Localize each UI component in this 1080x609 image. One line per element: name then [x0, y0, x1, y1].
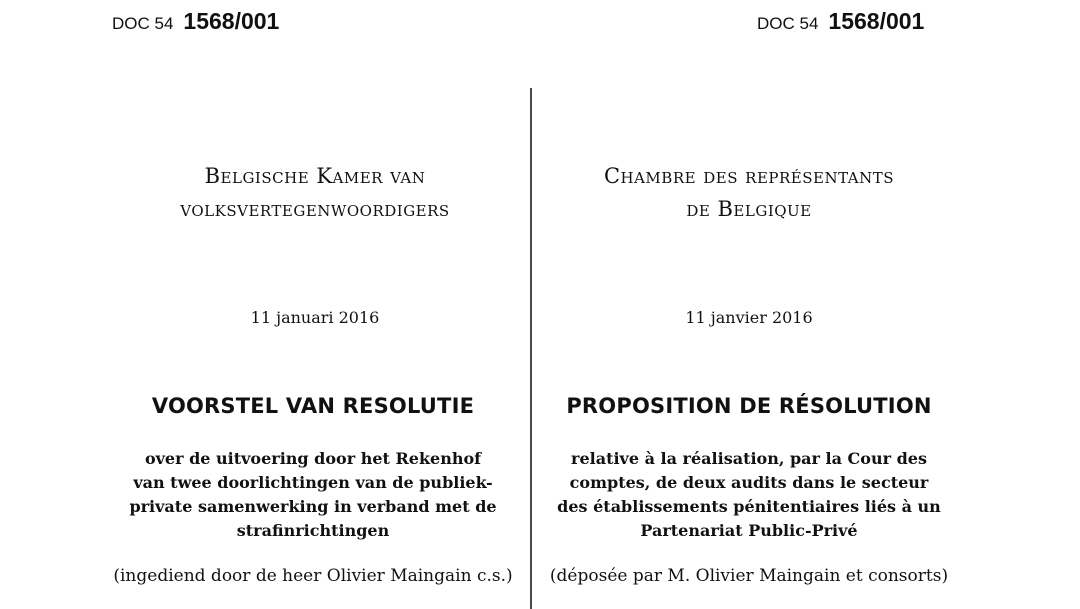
french-column — [532, 0, 1080, 609]
subtitle-line: over de uitvoering door het Rekenhof — [144, 449, 482, 468]
institution-line: volksvertegenwoordigers — [180, 197, 450, 221]
subtitle-line: comptes, de deux audits dans le secteur — [569, 473, 929, 492]
doc-number: 1568/001 — [828, 8, 925, 34]
subtitle-line: van twee doorlichtingen van de publiek- — [133, 473, 493, 492]
document-date: 11 januari 2016 — [250, 308, 380, 327]
document-title: PROPOSITION DE RÉSOLUTION — [566, 394, 932, 418]
subtitle-line: des établissements pénitentiaires liés à un — [557, 497, 941, 516]
subtitle-line: private samenwerking in verband met de — [129, 497, 497, 516]
submitted-by: (déposée par M. Olivier Maingain et consorts) — [549, 566, 949, 586]
doc-number: 1568/001 — [183, 8, 280, 34]
doc-reference — [757, 8, 924, 35]
dutch-column — [0, 0, 530, 609]
institution-line: Belgische Kamer van — [204, 164, 426, 188]
subtitle-line: strafinrichtingen — [236, 521, 390, 540]
doc-prefix: DOC 54 — [757, 14, 819, 33]
doc-prefix: DOC 54 — [112, 14, 174, 33]
institution-line: Chambre des représentants — [603, 164, 895, 188]
subtitle-line: relative à la réalisation, par la Cour des — [571, 449, 927, 468]
institution-line: de Belgique — [686, 197, 812, 221]
submitted-by: (ingediend door de heer Olivier Maingain c.s.) — [113, 566, 513, 586]
subtitle-line: Partenariat Public-Privé — [640, 521, 858, 540]
document-subtitle — [532, 447, 966, 543]
institution-name — [532, 160, 966, 226]
doc-reference — [112, 8, 279, 35]
document-date: 11 janvier 2016 — [685, 308, 813, 327]
document-title: VOORSTEL VAN RESOLUTIE — [151, 394, 475, 418]
